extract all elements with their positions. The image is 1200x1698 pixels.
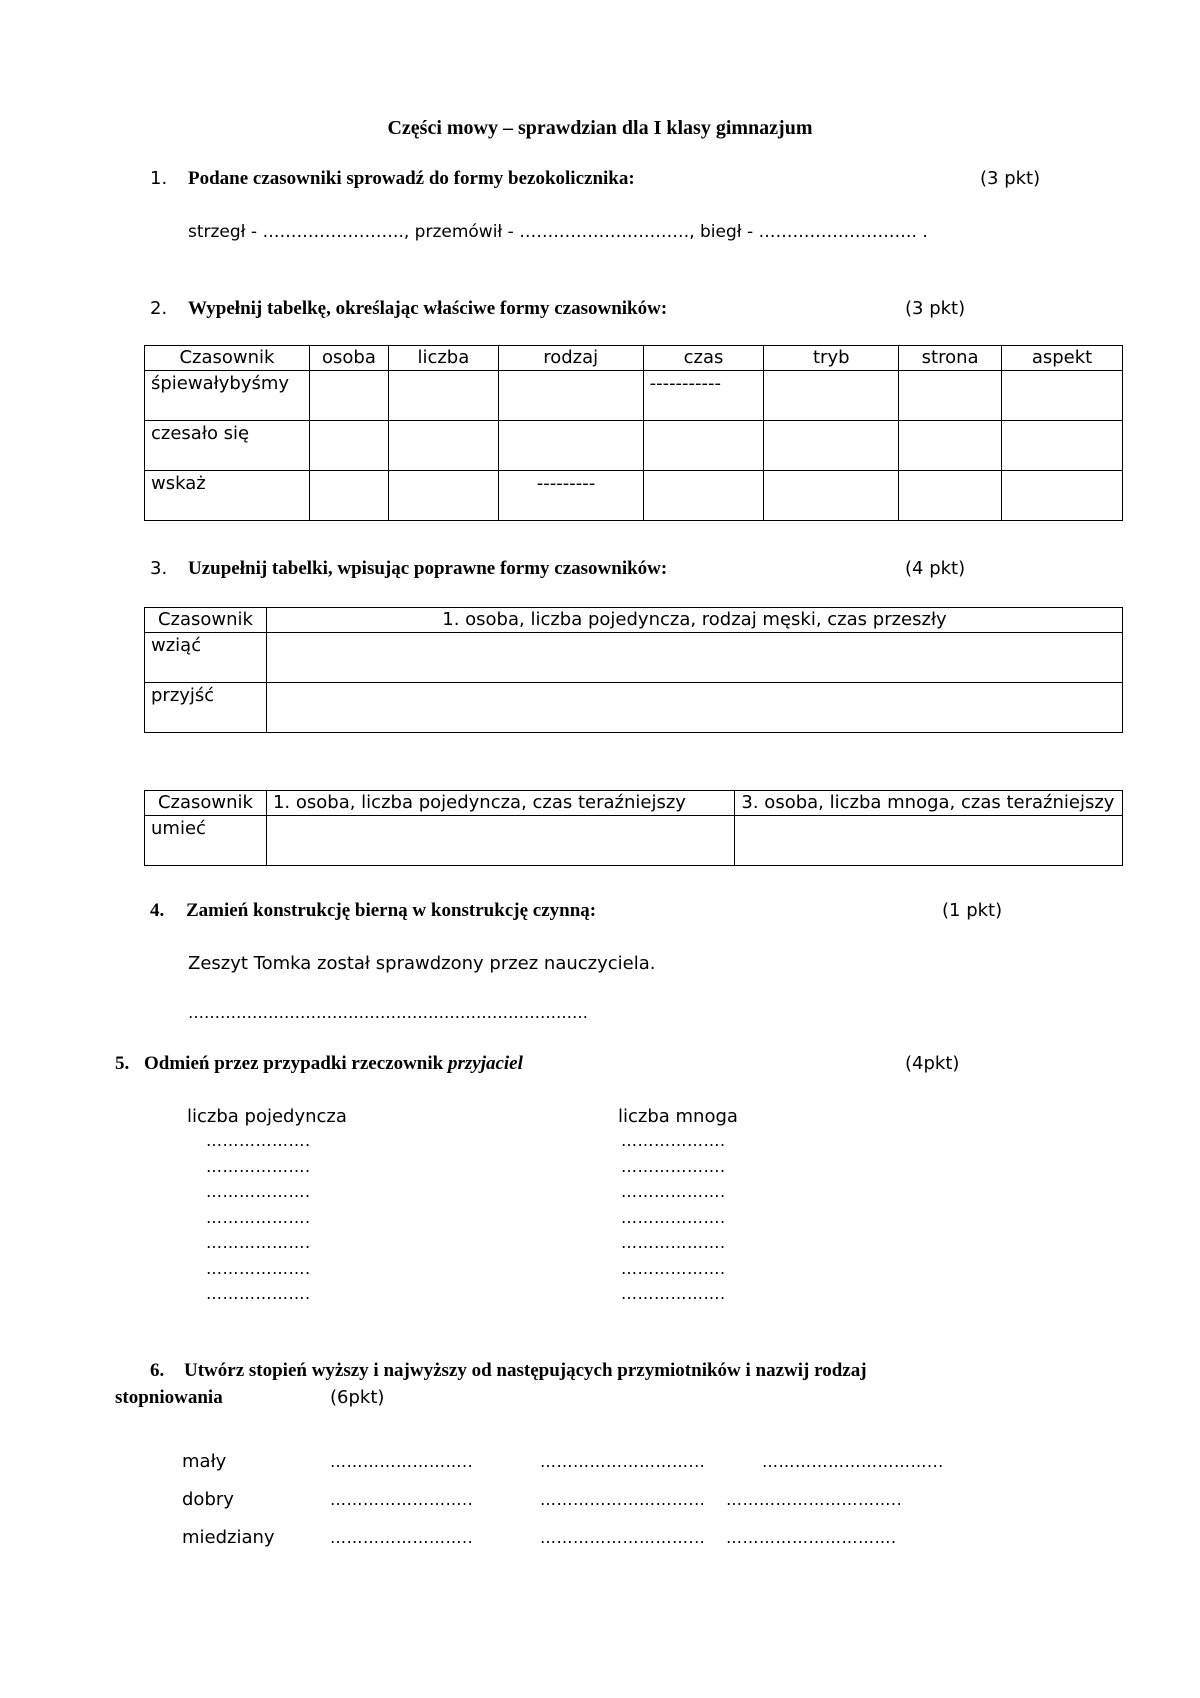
answer-cell-disabled: --------- xyxy=(498,471,643,521)
q5-blank[interactable]: ………………. xyxy=(206,1258,311,1278)
q2-points: (3 pkt) xyxy=(905,298,966,319)
q2-header-cell: strona xyxy=(899,346,1002,371)
q3-verb-cell: umieć xyxy=(145,816,267,866)
answer-cell[interactable] xyxy=(309,371,388,421)
answer-cell[interactable] xyxy=(643,421,764,471)
answer-cell[interactable] xyxy=(764,471,899,521)
q4-sentence: Zeszyt Tomka został sprawdzony przez nauczyciela. xyxy=(188,953,656,974)
q6-blank[interactable]: …………………….. xyxy=(330,1528,474,1547)
answer-cell[interactable] xyxy=(1002,371,1123,421)
q5-points: (4pkt) xyxy=(905,1053,960,1074)
q6-text-line2: stopniowania xyxy=(115,1387,223,1408)
answer-cell[interactable] xyxy=(309,471,388,521)
q2-text: Wypełnij tabelkę, określając właściwe formy czasowników: xyxy=(188,298,668,319)
q6-blank[interactable]: ………………………... xyxy=(540,1490,706,1509)
answer-cell[interactable] xyxy=(735,816,1123,866)
q5-blank[interactable]: ………………. xyxy=(206,1207,311,1227)
q3-points: (4 pkt) xyxy=(905,558,966,579)
q3-number: 3. xyxy=(150,558,168,579)
q2-verb-cell: wskaż xyxy=(145,471,310,521)
table-row xyxy=(145,371,1123,421)
q4-text: Zamień konstrukcję bierną w konstrukcję czynną: xyxy=(186,900,597,921)
q2-verb-cell: czesało się xyxy=(145,421,310,471)
q3-header-cell: Czasownik xyxy=(145,608,267,633)
q6-blank[interactable]: ………………………... xyxy=(540,1452,706,1471)
q5-number: 5. xyxy=(115,1053,130,1074)
answer-cell[interactable] xyxy=(266,683,1122,733)
q1-points: (3 pkt) xyxy=(980,168,1041,189)
answer-cell[interactable] xyxy=(1002,421,1123,471)
q2-header-cell: Czasownik xyxy=(145,346,310,371)
q5-blank[interactable]: ………………. xyxy=(206,1233,311,1252)
q2-header-cell: aspekt xyxy=(1002,346,1123,371)
q6-text-line1: Utwórz stopień wyższy i najwyższy od następujących przymiotników i nazwij rodzaj xyxy=(184,1360,867,1381)
q5-blank[interactable]: ………………. xyxy=(621,1131,726,1150)
q3-header-cell: Czasownik xyxy=(145,791,267,816)
q2-verb-cell: śpiewałybyśmy xyxy=(145,371,310,421)
answer-cell[interactable] xyxy=(498,371,643,421)
q5-singular-label: liczba pojedyncza xyxy=(187,1106,347,1127)
q6-points: (6pkt) xyxy=(330,1387,385,1408)
q2-header-cell: liczba xyxy=(388,346,498,371)
q5-blank[interactable]: ………………. xyxy=(206,1131,311,1150)
answer-cell[interactable] xyxy=(899,471,1002,521)
q3-verb-cell: wziąć xyxy=(145,633,267,683)
answer-cell[interactable] xyxy=(899,421,1002,471)
q4-answer-line[interactable]: ………………………………………………………………… xyxy=(188,1003,588,1022)
q6-blank[interactable]: …………………………. xyxy=(726,1528,897,1547)
answer-cell[interactable] xyxy=(643,471,764,521)
q5-blank[interactable]: ………………. xyxy=(621,1258,726,1278)
q5-blank[interactable]: ………………. xyxy=(621,1233,726,1252)
answer-cell[interactable] xyxy=(388,471,498,521)
answer-cell[interactable] xyxy=(498,421,643,471)
q4-points: (1 pkt) xyxy=(942,900,1003,921)
answer-cell[interactable] xyxy=(266,816,734,866)
q2-number: 2. xyxy=(150,298,168,319)
q5-blank[interactable]: ………………. xyxy=(621,1156,726,1176)
answer-cell[interactable] xyxy=(899,371,1002,421)
q5-plural-label: liczba mnoga xyxy=(618,1106,738,1127)
answer-cell[interactable] xyxy=(764,371,899,421)
answer-cell-disabled: ----------- xyxy=(643,371,764,421)
q3-table-2 xyxy=(144,790,1123,866)
q3-verb-cell: przyjść xyxy=(145,683,267,733)
q2-table xyxy=(144,345,1123,521)
q6-word: mały xyxy=(182,1451,227,1472)
answer-cell[interactable] xyxy=(266,633,1122,683)
q5-text-italic: przyjaciel xyxy=(447,1053,523,1074)
q3-table1-header-row xyxy=(145,608,1123,633)
table-row xyxy=(145,683,1123,733)
q5-blank[interactable]: ………………. xyxy=(621,1182,726,1201)
answer-cell[interactable] xyxy=(764,421,899,471)
q2-header-row xyxy=(145,346,1123,371)
q6-word: dobry xyxy=(182,1489,234,1510)
q6-blank[interactable]: …………………………... xyxy=(762,1452,944,1471)
q1-number: 1. xyxy=(150,168,168,189)
q5-blank[interactable]: ………………. xyxy=(206,1182,311,1201)
table-row xyxy=(145,421,1123,471)
q2-header-cell: osoba xyxy=(309,346,388,371)
answer-cell[interactable] xyxy=(388,371,498,421)
q5-blank[interactable]: ………………. xyxy=(621,1207,726,1227)
answer-cell[interactable] xyxy=(309,421,388,471)
answer-cell[interactable] xyxy=(388,421,498,471)
table-row xyxy=(145,816,1123,866)
q6-word: miedziany xyxy=(182,1527,275,1548)
q3-table2-header-row xyxy=(145,791,1123,816)
q5-text-main: Odmień przez przypadki rzeczownik xyxy=(144,1053,448,1074)
q3-header-cell: 1. osoba, liczba pojedyncza, rodzaj męski, czas przeszły xyxy=(266,608,1122,633)
q4-number: 4. xyxy=(150,900,165,921)
q3-header-cell: 3. osoba, liczba mnoga, czas teraźniejszy xyxy=(735,791,1123,816)
q2-header-cell: tryb xyxy=(764,346,899,371)
q6-blank[interactable]: …………………….. xyxy=(330,1452,474,1471)
q2-header-cell: czas xyxy=(643,346,764,371)
q5-text xyxy=(144,1053,523,1075)
q3-header-cell: 1. osoba, liczba pojedyncza, czas teraźniejszy xyxy=(266,791,734,816)
answer-cell[interactable] xyxy=(1002,471,1123,521)
q5-blank[interactable]: ………………. xyxy=(206,1156,311,1176)
table-row xyxy=(145,471,1123,521)
table-row xyxy=(145,633,1123,683)
q3-table-1 xyxy=(144,607,1123,733)
q3-text: Uzupełnij tabelki, wpisując poprawne formy czasowników: xyxy=(188,558,668,579)
q2-header-cell: rodzaj xyxy=(498,346,643,371)
page-title: Części mowy – sprawdzian dla I klasy gimnazjum xyxy=(387,117,813,139)
q1-text: Podane czasowniki sprowadź do formy bezokolicznika: xyxy=(188,168,635,189)
q6-blank[interactable]: ………………………... xyxy=(540,1528,706,1547)
q6-number: 6. xyxy=(150,1360,165,1381)
q6-blank[interactable]: ………………………….. xyxy=(726,1490,903,1509)
q5-blank[interactable]: ………………. xyxy=(206,1284,311,1303)
q6-blank[interactable]: …………………….. xyxy=(330,1490,474,1509)
q1-answer-line[interactable]: strzegł - ……………………., przemówił - …………………………, biegł - ………………………. . xyxy=(188,222,928,242)
q5-blank[interactable]: ………………. xyxy=(621,1284,726,1303)
